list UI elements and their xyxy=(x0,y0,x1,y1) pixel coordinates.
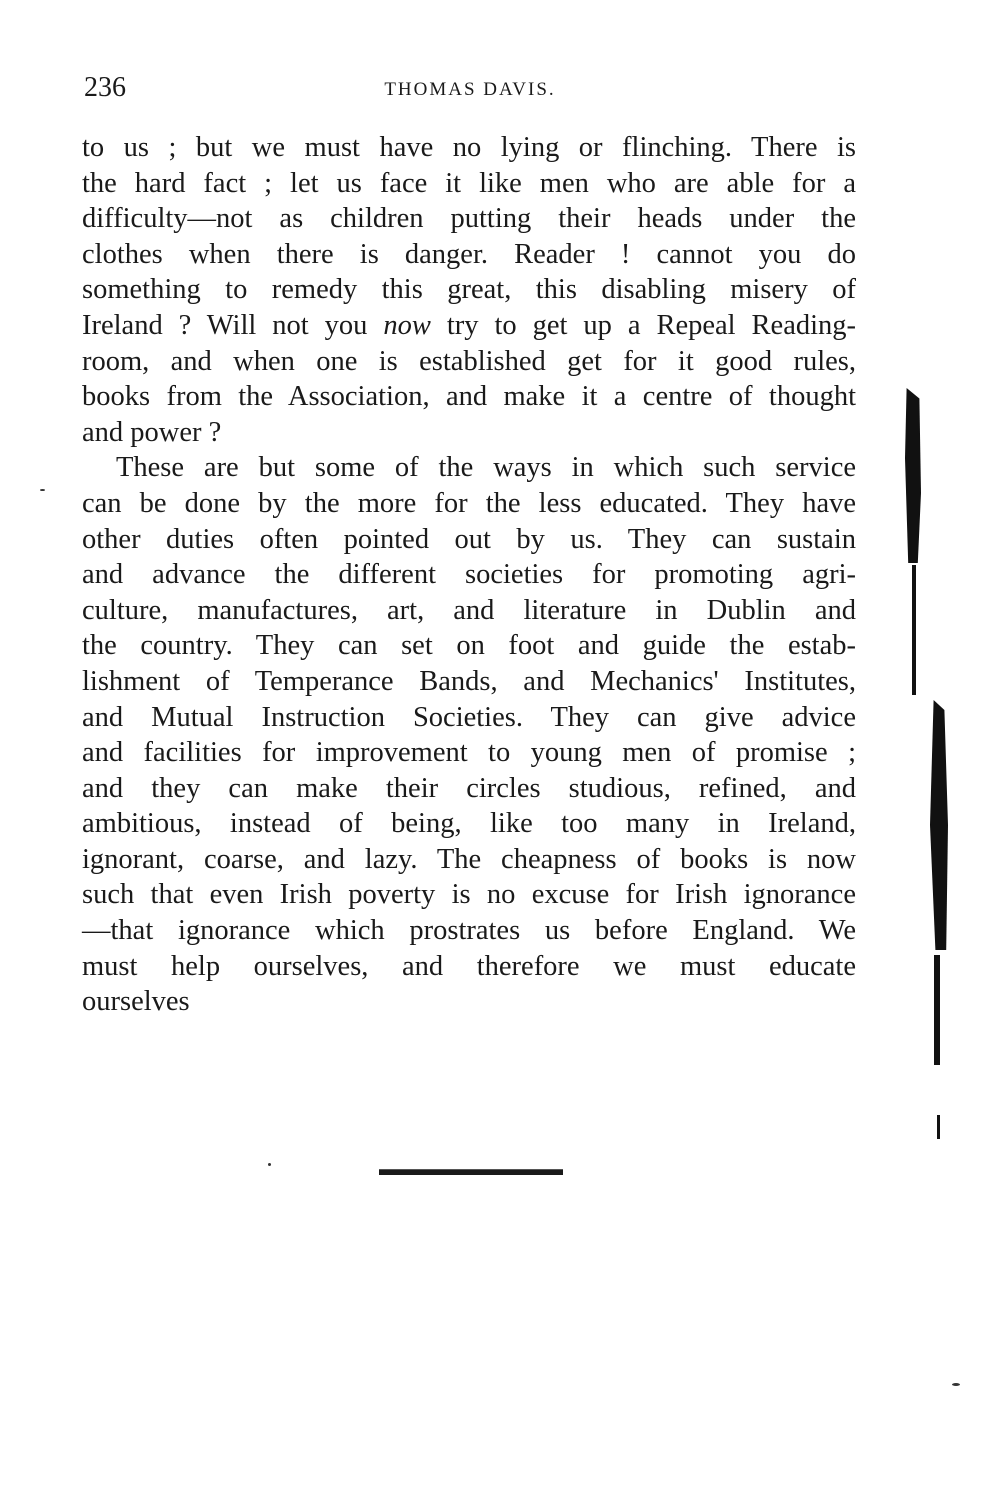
text-line: books from the Association, and make it a centre of thought xyxy=(82,381,856,413)
text-line: such that even Irish poverty is no excuse for Irish ignorance xyxy=(82,879,856,911)
text-segment: try to get up a Repeal Reading- xyxy=(446,309,857,341)
text-line: ourselves xyxy=(82,986,190,1018)
text-line: something to remedy this great, this disabling misery of xyxy=(82,274,856,306)
binding-shadow xyxy=(934,955,940,1065)
text-line: lishment of Temperance Bands, and Mechanics' Institutes, xyxy=(82,665,856,697)
page-number: 236 xyxy=(84,72,126,103)
text-line: other duties often pointed out by us. They can sustain xyxy=(82,523,856,555)
binding-shadow xyxy=(905,388,921,563)
end-rule xyxy=(379,1169,563,1175)
text-line: room, and when one is established get for it good rules, xyxy=(82,345,856,377)
text-line: clothes when there is danger. Reader ! cannot you do xyxy=(82,238,856,270)
text-line: must help ourselves, and therefore we must educate xyxy=(82,950,856,982)
paragraph-2 xyxy=(82,450,856,1020)
text-line: can be done by the more for the less educated. They have xyxy=(82,487,856,519)
scan-speck xyxy=(40,489,45,491)
text-line: and facilities for improvement to young men of promise ; xyxy=(82,737,856,769)
text-line: the hard fact ; let us face it like men who are able for a xyxy=(82,167,856,199)
text-line: the country. They can set on foot and guide the estab- xyxy=(82,630,856,662)
text-line: and Mutual Instruction Societies. They can give advice xyxy=(82,701,856,733)
body-text xyxy=(82,130,856,1020)
text-line: ambitious, instead of being, like too many in Ireland, xyxy=(82,808,856,840)
running-title: THOMAS DAVIS. xyxy=(384,79,556,100)
text-line: difficulty—not as children putting their heads under the xyxy=(82,203,856,235)
paragraph-1 xyxy=(82,130,856,450)
binding-shadow xyxy=(937,1115,940,1139)
text-line: and power ? xyxy=(82,416,222,448)
text-line: ignorant, coarse, and lazy. The cheapness of books is now xyxy=(82,843,856,875)
text-line xyxy=(82,308,856,344)
text-line: to us ; but we must have no lying or flinching. There is xyxy=(82,132,856,163)
binding-shadow xyxy=(912,565,916,695)
emphasized-word: now xyxy=(383,309,431,341)
text-line: culture, manufactures, art, and literature in Dublin and xyxy=(82,594,856,626)
text-segment: Ireland ? Will not you xyxy=(82,309,368,341)
text-line: These are but some of the ways in which such service xyxy=(116,452,856,484)
scan-speck xyxy=(268,1163,271,1166)
binding-shadow xyxy=(930,700,948,950)
text-line: and they can make their circles studious, refined, and xyxy=(82,772,856,804)
text-line: and advance the different societies for promoting agri- xyxy=(82,559,856,591)
scan-speck xyxy=(952,1383,960,1386)
text-line: —that ignorance which prostrates us before England. We xyxy=(82,915,856,947)
